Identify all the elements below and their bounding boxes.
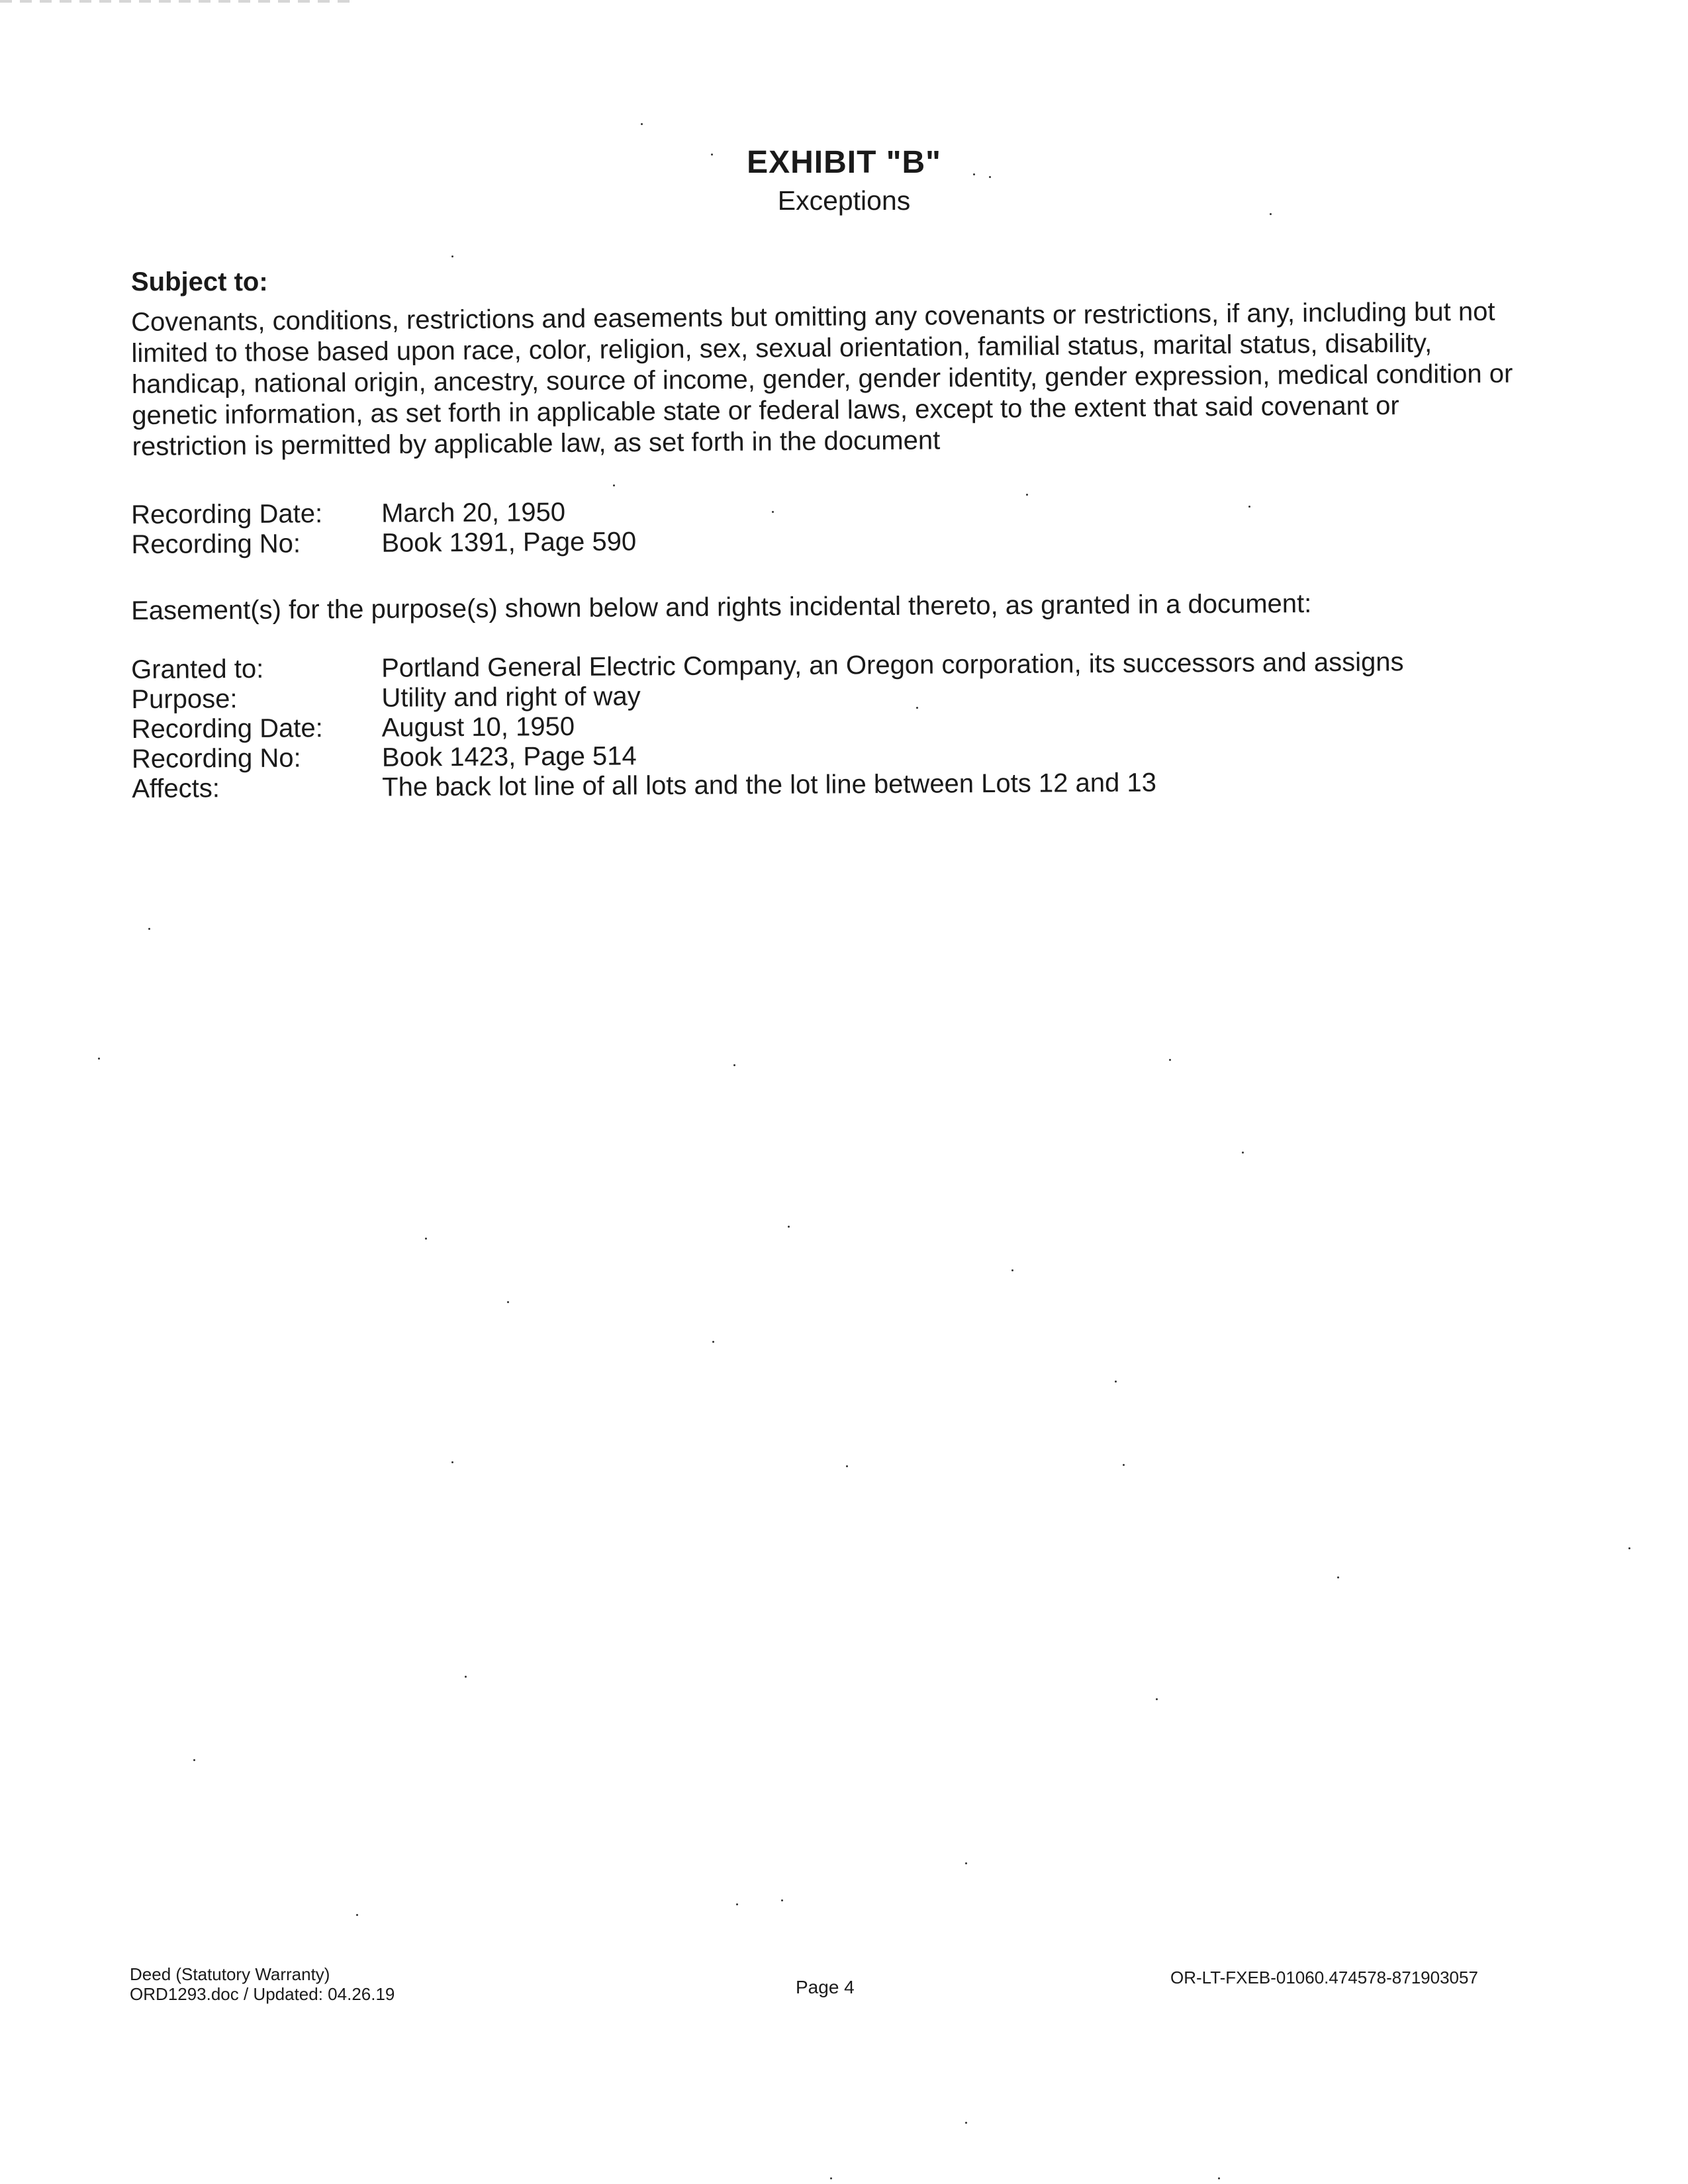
easement-recording-number-value: Book 1423, Page 514: [381, 741, 637, 772]
recording-date-value: March 20, 1950: [381, 497, 566, 528]
scan-speck: [772, 511, 774, 513]
scan-speck: [1218, 2177, 1220, 2179]
scan-speck: [1123, 1464, 1125, 1466]
scan-speck: [781, 1899, 783, 1901]
scan-speck: [613, 484, 615, 486]
scan-speck: [507, 1301, 509, 1303]
scan-speck: [1115, 1381, 1117, 1383]
footer-page-number: Page 4: [796, 1977, 855, 1997]
scan-speck: [846, 1465, 848, 1467]
scan-speck: [989, 176, 991, 178]
scan-speck: [1011, 1269, 1013, 1271]
scan-speck: [788, 1226, 790, 1228]
covenants-paragraph: Covenants, conditions, restrictions and easements but omitting any covenants or restrictions, if any, including but not limited to those based upon race, color, religion, sex, sexual orientation, familial status, marital status, disability, handicap, national origin, ancestry, source of income, gender, gender identity, gender expression, medical condition or genetic information, as set forth in applicable state or federal laws, except to the extent that said covenant or restriction is permitted by applicable law, as set forth in the document: [131, 296, 1513, 461]
scan-speck: [356, 1914, 358, 1916]
scan-speck: [425, 1238, 427, 1240]
scan-speck: [830, 2177, 832, 2179]
recording-block: [131, 497, 636, 560]
footer-form-name: Deed (Statutory Warranty): [130, 1964, 330, 1984]
scan-speck: [711, 154, 713, 156]
exhibit-title: EXHIBIT "B": [747, 145, 941, 180]
recording-number-value: Book 1391, Page 590: [381, 527, 637, 558]
easement-recording-date-label: Recording Date:: [131, 713, 323, 744]
scan-speck: [1628, 1547, 1630, 1549]
scan-speck: [1248, 506, 1250, 508]
scan-speck: [916, 707, 918, 709]
scan-speck: [1337, 1576, 1339, 1578]
scan-speck: [193, 1759, 195, 1761]
scan-speck: [973, 173, 975, 175]
exhibit-subtitle: Exceptions: [777, 185, 911, 216]
scan-speck: [1270, 213, 1272, 215]
scan-speck: [712, 1341, 714, 1343]
scan-speck: [98, 1058, 100, 1060]
granted-to-label: Granted to:: [131, 654, 264, 684]
scan-speck: [733, 1064, 735, 1066]
scan-artifact-bar: [0, 0, 357, 3]
recording-number-row: [131, 527, 636, 560]
scan-speck: [641, 123, 643, 125]
recording-number-label: Recording No:: [131, 529, 301, 559]
scan-speck: [1242, 1152, 1244, 1154]
recording-date-row: [131, 497, 636, 530]
purpose-label: Purpose:: [131, 684, 238, 714]
purpose-value: Utility and right of way: [381, 682, 641, 713]
scan-speck: [965, 2122, 967, 2124]
scan-speck: [736, 1903, 738, 1905]
footer-file-code: OR-LT-FXEB-01060.474578-871903057: [1170, 1968, 1478, 1987]
scan-speck: [148, 928, 150, 930]
footer-form-doc: ORD1293.doc / Updated: 04.26.19: [130, 1984, 395, 2004]
scan-speck: [451, 1461, 453, 1463]
subject-to-heading: Subject to:: [131, 267, 268, 296]
scan-speck: [1156, 1698, 1158, 1700]
easement-block: [131, 647, 1405, 804]
granted-to-value: Portland General Electric Company, an Oregon corporation, its successors and assigns: [381, 647, 1404, 683]
scan-speck: [451, 255, 453, 257]
affects-value: The back lot line of all lots and the lot line between Lots 12 and 13: [382, 768, 1157, 802]
scan-speck: [1026, 494, 1028, 496]
affects-label: Affects:: [132, 774, 220, 803]
scan-speck: [965, 1862, 967, 1864]
scan-speck: [465, 1676, 467, 1678]
easement-recording-date-value: August 10, 1950: [381, 711, 575, 743]
footer-form-info: [130, 1964, 395, 2004]
easement-intro: Easement(s) for the purpose(s) shown below and rights incidental thereto, as granted in a document:: [131, 589, 1312, 625]
recording-date-label: Recording Date:: [131, 499, 323, 529]
easement-recording-number-label: Recording No:: [131, 743, 301, 774]
scan-speck: [1169, 1059, 1171, 1061]
